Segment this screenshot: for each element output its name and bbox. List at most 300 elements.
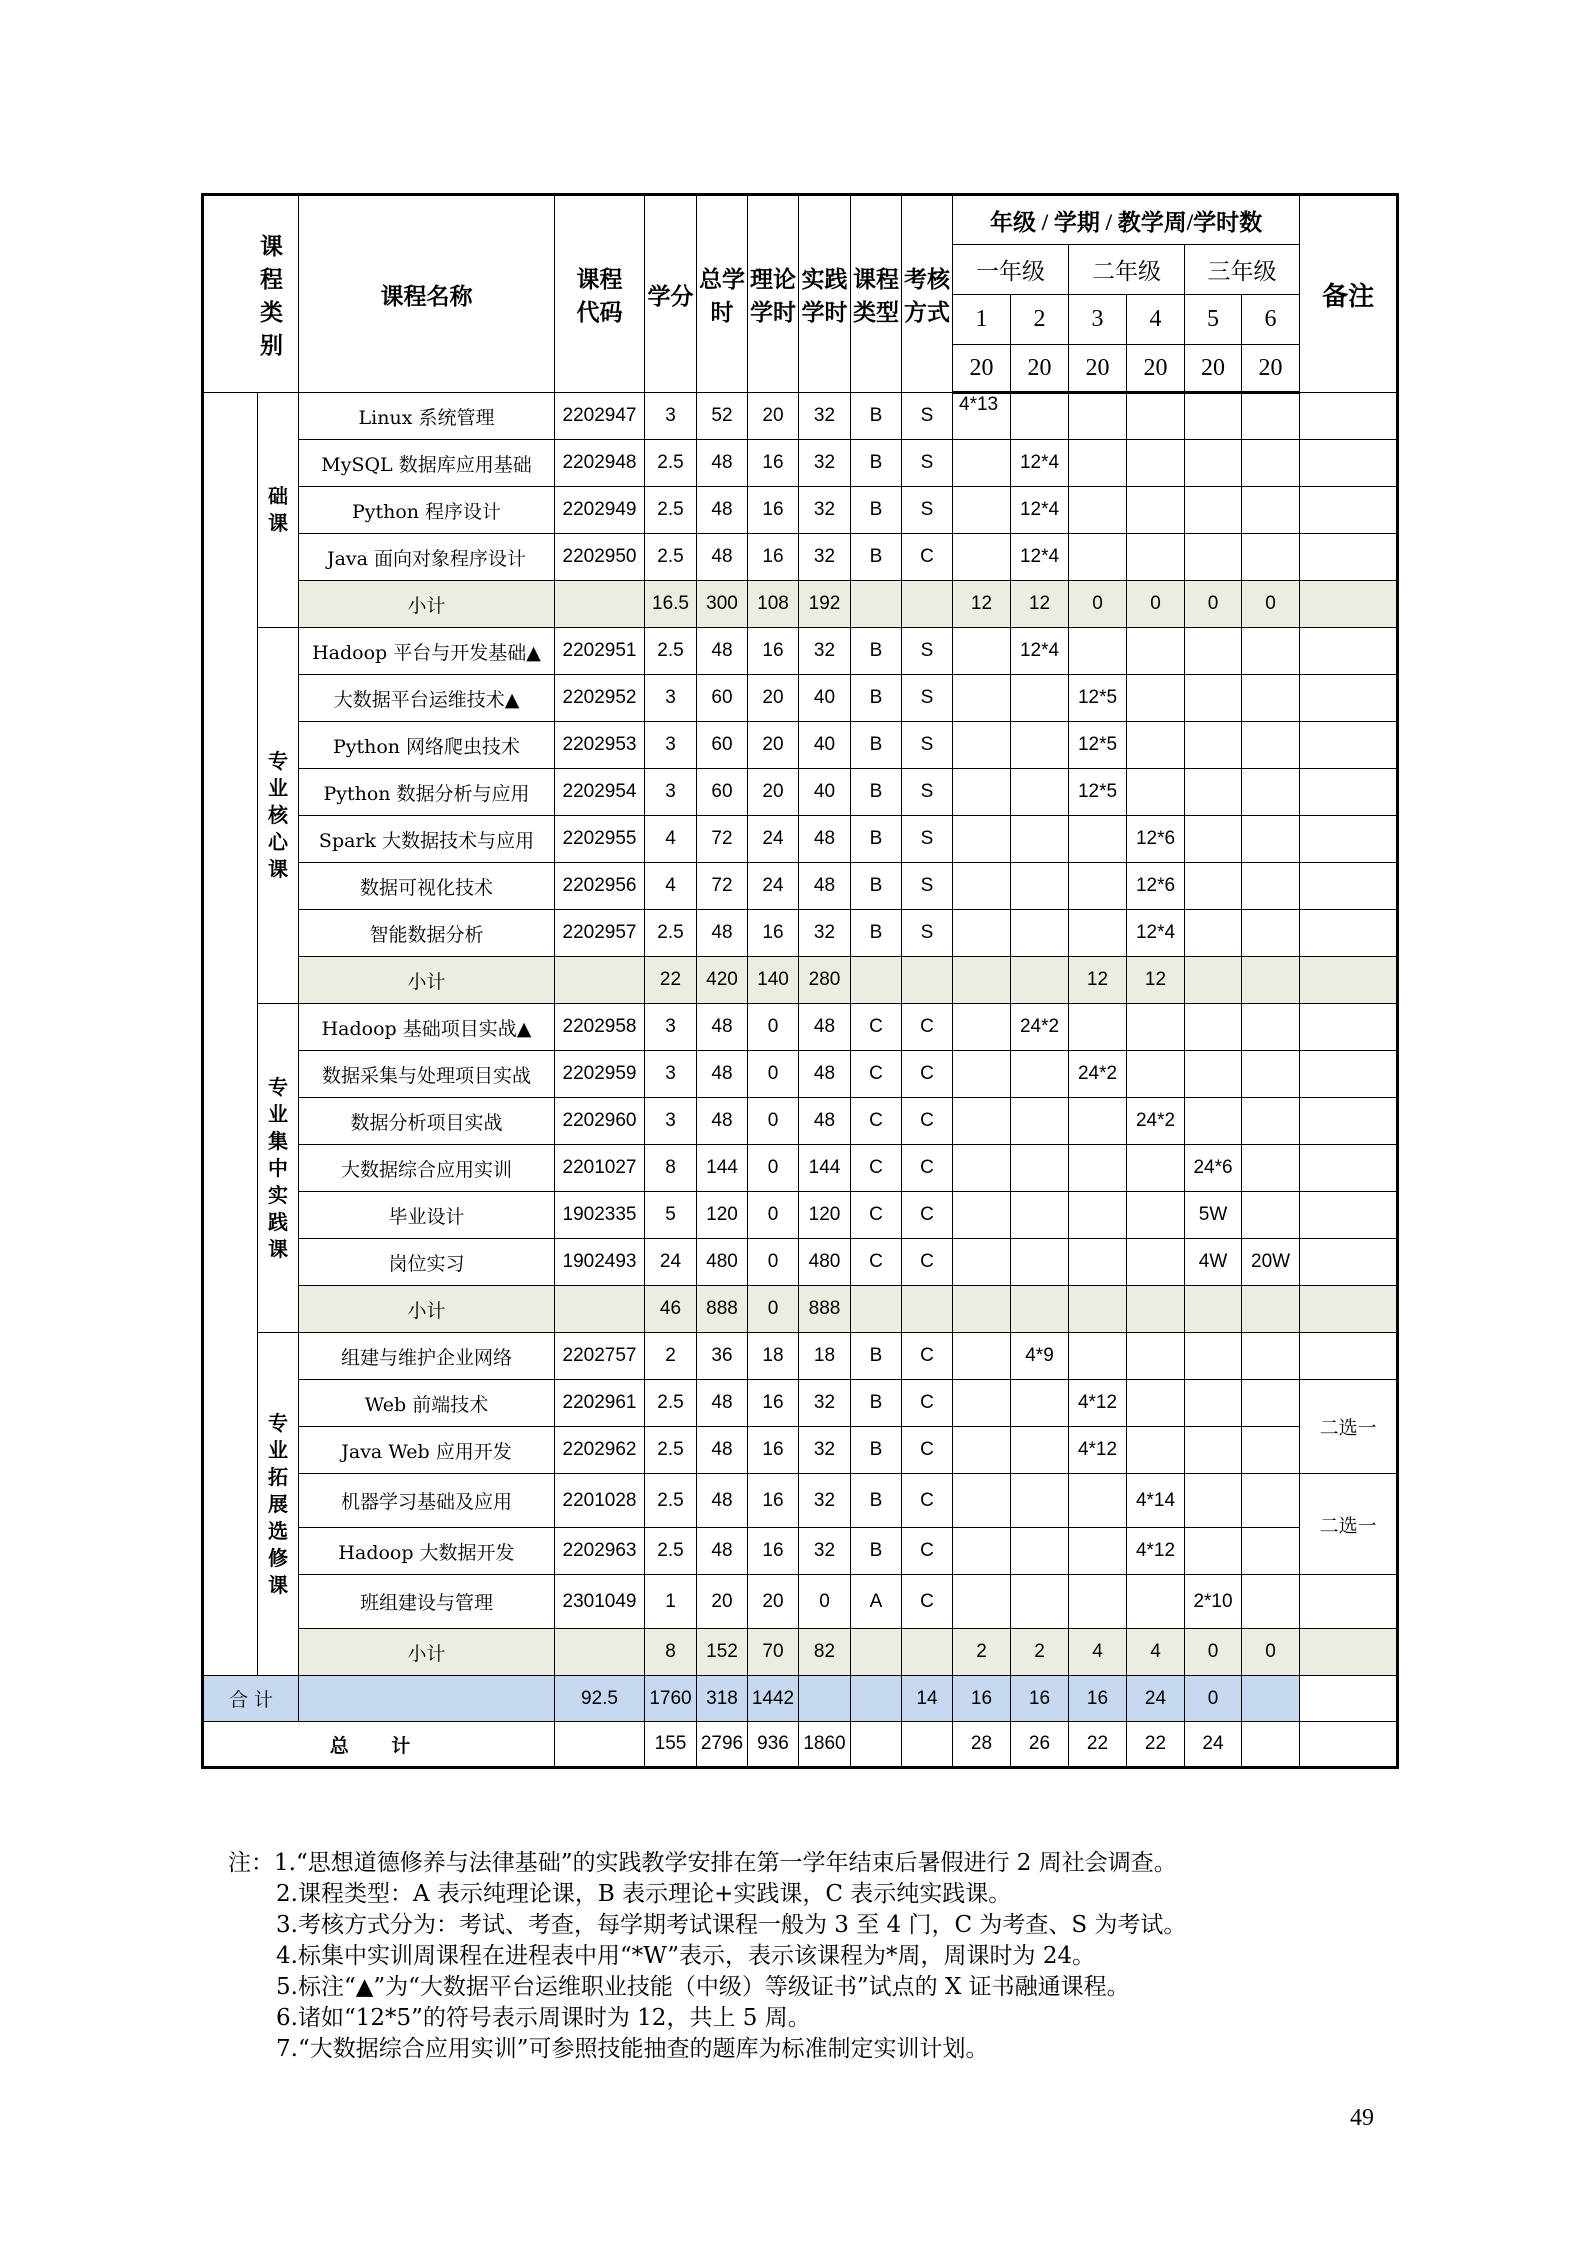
remark-cell xyxy=(1300,910,1398,957)
course-total: 48 xyxy=(697,487,748,534)
total-schedule: 16 xyxy=(1011,1676,1069,1722)
schedule-cell xyxy=(1127,1192,1185,1239)
remark-cell xyxy=(1300,534,1398,581)
schedule-cell xyxy=(1185,1333,1242,1380)
footnote-line: 7.“大数据综合应用实训”可参照技能抽查的题库为标准制定实训计划。 xyxy=(276,2036,989,2062)
schedule-cell xyxy=(1011,910,1069,957)
schedule-cell xyxy=(1185,628,1242,675)
course-name: 毕业设计 xyxy=(299,1192,555,1239)
schedule-cell xyxy=(1242,534,1300,581)
schedule-cell xyxy=(953,1474,1011,1528)
course-practice: 18 xyxy=(799,1333,851,1380)
remark-cell xyxy=(1300,722,1398,769)
course-exam: S xyxy=(902,628,953,675)
schedule-cell xyxy=(1011,1474,1069,1528)
subtotal-schedule: 0 xyxy=(1242,581,1300,628)
course-credit: 4 xyxy=(645,863,697,910)
course-theory: 24 xyxy=(748,863,799,910)
schedule-cell xyxy=(953,1333,1011,1380)
subtotal-schedule: 12 xyxy=(1127,957,1185,1004)
subtotal-theory: 108 xyxy=(748,581,799,628)
header-theory-hours: 理论学时 xyxy=(748,195,799,393)
course-exam: S xyxy=(902,487,953,534)
footnote-line: 5.标注“▲”为“大数据平台运维职业技能（中级）等级证书”试点的 X 证书融通课程。 xyxy=(276,1974,1130,2000)
schedule-cell: 4*13 xyxy=(953,393,1011,440)
subtotal-type xyxy=(851,581,902,628)
subtotal-exam xyxy=(902,581,953,628)
schedule-cell xyxy=(1185,722,1242,769)
schedule-cell xyxy=(1127,534,1185,581)
subtotal-credit: 22 xyxy=(645,957,697,1004)
course-credit: 3 xyxy=(645,722,697,769)
schedule-cell xyxy=(1242,1333,1300,1380)
schedule-cell xyxy=(1069,1528,1127,1575)
course-practice: 48 xyxy=(799,1004,851,1051)
remark-cell xyxy=(1300,487,1398,534)
course-code: 2301049 xyxy=(555,1575,645,1629)
course-total: 48 xyxy=(697,1474,748,1528)
subtotal-exam xyxy=(902,1629,953,1676)
subtotal-schedule: 12 xyxy=(1011,581,1069,628)
course-credit: 1 xyxy=(645,1575,697,1629)
schedule-cell: 4*9 xyxy=(1011,1333,1069,1380)
subtotal-schedule: 0 xyxy=(1069,581,1127,628)
footnote-line: 4.标集中实训周课程在进程表中用“*W”表示，表示该课程为*周，周课时为 24。 xyxy=(276,1943,1096,1969)
course-total: 60 xyxy=(697,675,748,722)
schedule-cell xyxy=(1242,1098,1300,1145)
course-name: Python 网络爬虫技术 xyxy=(299,722,555,769)
total-practice: 1442 xyxy=(748,1676,799,1722)
schedule-cell: 24*2 xyxy=(1127,1098,1185,1145)
course-name: 机器学习基础及应用 xyxy=(299,1474,555,1528)
course-exam: C xyxy=(902,1528,953,1575)
course-type: B xyxy=(851,863,902,910)
course-exam: S xyxy=(902,675,953,722)
schedule-cell xyxy=(1185,1427,1242,1474)
header-year-1: 一年级 xyxy=(953,245,1069,295)
course-code: 2201028 xyxy=(555,1474,645,1528)
course-practice: 32 xyxy=(799,1474,851,1528)
schedule-cell xyxy=(1069,534,1127,581)
course-total: 144 xyxy=(697,1145,748,1192)
header-year-2: 二年级 xyxy=(1069,245,1185,295)
category-label-text: 础课 xyxy=(268,484,288,535)
course-type: B xyxy=(851,440,902,487)
header-term: 1 xyxy=(953,295,1011,345)
course-credit: 3 xyxy=(645,393,697,440)
course-exam: C xyxy=(902,1239,953,1286)
course-total: 72 xyxy=(697,863,748,910)
course-total: 60 xyxy=(697,769,748,816)
schedule-cell xyxy=(1127,1427,1185,1474)
schedule-cell xyxy=(1011,1051,1069,1098)
course-exam: S xyxy=(902,440,953,487)
schedule-cell xyxy=(1127,487,1185,534)
schedule-cell: 24*2 xyxy=(1069,1051,1127,1098)
total-remark xyxy=(1242,1676,1300,1722)
category-label xyxy=(258,628,299,1004)
grand-total-credit: 155 xyxy=(645,1722,697,1768)
schedule-cell: 4*12 xyxy=(1127,1528,1185,1575)
course-practice: 120 xyxy=(799,1192,851,1239)
schedule-cell xyxy=(953,628,1011,675)
schedule-cell xyxy=(1011,863,1069,910)
subtotal-remark xyxy=(1300,581,1398,628)
table-row xyxy=(203,1192,1398,1239)
course-total: 48 xyxy=(697,534,748,581)
course-practice: 32 xyxy=(799,534,851,581)
course-code: 2202961 xyxy=(555,1380,645,1427)
schedule-cell xyxy=(1242,1380,1300,1427)
course-code: 2202955 xyxy=(555,816,645,863)
footnote-line: 2.课程类型：A 表示纯理论课，B 表示理论+实践课，C 表示纯实践课。 xyxy=(276,1881,1012,1907)
course-code: 2202954 xyxy=(555,769,645,816)
course-type: B xyxy=(851,722,902,769)
header-weeks: 20 xyxy=(953,345,1011,393)
subtotal-type xyxy=(851,1286,902,1333)
page-number: 49 xyxy=(1350,2105,1374,2131)
schedule-cell xyxy=(953,910,1011,957)
schedule-cell: 12*5 xyxy=(1069,722,1127,769)
course-code: 2202950 xyxy=(555,534,645,581)
course-theory: 16 xyxy=(748,1427,799,1474)
schedule-cell xyxy=(1242,816,1300,863)
course-practice: 144 xyxy=(799,1145,851,1192)
schedule-cell xyxy=(1185,393,1242,440)
total-schedule: 24 xyxy=(1127,1676,1185,1722)
course-total: 120 xyxy=(697,1192,748,1239)
total-total: 1760 xyxy=(645,1676,697,1722)
course-name: 智能数据分析 xyxy=(299,910,555,957)
subtotal-schedule: 4 xyxy=(1069,1629,1127,1676)
schedule-cell xyxy=(953,1239,1011,1286)
course-name: 数据采集与处理项目实战 xyxy=(299,1051,555,1098)
subtotal-row xyxy=(203,1629,1398,1676)
header-credit: 学分 xyxy=(645,195,697,393)
course-credit: 2.5 xyxy=(645,1528,697,1575)
course-total: 48 xyxy=(697,440,748,487)
schedule-cell xyxy=(953,534,1011,581)
schedule-cell xyxy=(1185,1004,1242,1051)
remark-cell xyxy=(1300,440,1398,487)
course-total: 20 xyxy=(697,1575,748,1629)
course-exam: C xyxy=(902,1575,953,1629)
course-credit: 3 xyxy=(645,769,697,816)
remark-cell xyxy=(1300,628,1398,675)
schedule-cell xyxy=(1011,1575,1069,1629)
subtotal-code xyxy=(555,581,645,628)
header-year-3: 三年级 xyxy=(1185,245,1300,295)
subtotal-schedule: 4 xyxy=(1127,1629,1185,1676)
footnote-line: 3.考核方式分为：考试、考查，每学期考试课程一般为 3 至 4 门，C 为考查、S 为考试。 xyxy=(276,1912,1187,1938)
course-theory: 16 xyxy=(748,628,799,675)
schedule-cell xyxy=(1242,628,1300,675)
course-code: 2202956 xyxy=(555,863,645,910)
course-exam: S xyxy=(902,910,953,957)
subtotal-remark xyxy=(1300,1286,1398,1333)
schedule-cell xyxy=(1069,487,1127,534)
subtotal-theory: 140 xyxy=(748,957,799,1004)
subtotal-total: 420 xyxy=(697,957,748,1004)
course-exam: S xyxy=(902,769,953,816)
course-name: 大数据综合应用实训 xyxy=(299,1145,555,1192)
total-schedule: 16 xyxy=(953,1676,1011,1722)
course-practice: 0 xyxy=(799,1575,851,1629)
course-practice: 32 xyxy=(799,1427,851,1474)
course-name: Web 前端技术 xyxy=(299,1380,555,1427)
schedule-cell: 12*4 xyxy=(1011,440,1069,487)
category-label-text: 专业拓展选修课 xyxy=(268,1410,288,1597)
remark-cell xyxy=(1300,393,1398,440)
schedule-cell xyxy=(1127,393,1185,440)
schedule-cell xyxy=(1185,863,1242,910)
total-schedule: 16 xyxy=(1069,1676,1127,1722)
course-credit: 5 xyxy=(645,1192,697,1239)
course-type: C xyxy=(851,1051,902,1098)
schedule-cell xyxy=(1127,722,1185,769)
schedule-cell xyxy=(1069,440,1127,487)
subtotal-schedule xyxy=(1185,957,1242,1004)
header-total-hours: 总学时 xyxy=(697,195,748,393)
header-weeks: 20 xyxy=(1185,345,1242,393)
course-code: 2202947 xyxy=(555,393,645,440)
course-name: 岗位实习 xyxy=(299,1239,555,1286)
course-code: 1902493 xyxy=(555,1239,645,1286)
course-theory: 16 xyxy=(748,910,799,957)
schedule-cell xyxy=(953,863,1011,910)
course-theory: 20 xyxy=(748,675,799,722)
course-type: B xyxy=(851,1333,902,1380)
schedule-cell xyxy=(953,675,1011,722)
course-theory: 0 xyxy=(748,1239,799,1286)
course-exam: C xyxy=(902,1145,953,1192)
course-name: 数据分析项目实战 xyxy=(299,1098,555,1145)
course-code: 2202952 xyxy=(555,675,645,722)
course-practice: 48 xyxy=(799,816,851,863)
course-practice: 48 xyxy=(799,1098,851,1145)
schedule-cell xyxy=(1185,1380,1242,1427)
schedule-cell xyxy=(953,1145,1011,1192)
course-name: MySQL 数据库应用基础 xyxy=(299,440,555,487)
schedule-cell xyxy=(1185,910,1242,957)
subtotal-theory: 70 xyxy=(748,1629,799,1676)
remark-cell: 二选一 xyxy=(1300,1474,1398,1575)
course-name: 组建与维护企业网络 xyxy=(299,1333,555,1380)
schedule-cell xyxy=(1127,675,1185,722)
total-exam xyxy=(851,1676,902,1722)
schedule-cell xyxy=(1185,1098,1242,1145)
course-practice: 32 xyxy=(799,910,851,957)
schedule-cell xyxy=(1069,1145,1127,1192)
schedule-cell xyxy=(1011,1239,1069,1286)
course-code: 2202957 xyxy=(555,910,645,957)
course-type: B xyxy=(851,1427,902,1474)
grand-total-schedule: 26 xyxy=(1011,1722,1069,1768)
schedule-cell xyxy=(953,1528,1011,1575)
course-name: Python 程序设计 xyxy=(299,487,555,534)
course-exam: C xyxy=(902,1098,953,1145)
course-practice: 32 xyxy=(799,393,851,440)
schedule-cell xyxy=(1242,769,1300,816)
schedule-cell xyxy=(1185,1528,1242,1575)
subtotal-credit: 16.5 xyxy=(645,581,697,628)
course-practice: 32 xyxy=(799,1380,851,1427)
schedule-cell: 12*4 xyxy=(1127,910,1185,957)
schedule-cell xyxy=(1069,1575,1127,1629)
table-row xyxy=(203,1575,1398,1629)
grand-total-schedule: 22 xyxy=(1127,1722,1185,1768)
course-code: 2202953 xyxy=(555,722,645,769)
header-remark: 备注 xyxy=(1300,195,1398,393)
schedule-cell xyxy=(953,1098,1011,1145)
schedule-cell xyxy=(1069,910,1127,957)
subtotal-schedule xyxy=(953,957,1011,1004)
course-practice: 480 xyxy=(799,1239,851,1286)
course-credit: 8 xyxy=(645,1145,697,1192)
schedule-cell: 12*6 xyxy=(1127,816,1185,863)
course-exam: S xyxy=(902,863,953,910)
total-schedule: 0 xyxy=(1185,1676,1242,1722)
subtotal-row xyxy=(203,957,1398,1004)
schedule-cell xyxy=(953,440,1011,487)
course-type: B xyxy=(851,1380,902,1427)
category-label xyxy=(258,393,299,628)
schedule-cell xyxy=(1127,1575,1185,1629)
course-theory: 16 xyxy=(748,1528,799,1575)
schedule-cell: 12*4 xyxy=(1011,628,1069,675)
course-exam: C xyxy=(902,1427,953,1474)
schedule-cell xyxy=(1242,1004,1300,1051)
subtotal-schedule xyxy=(1069,1286,1127,1333)
course-practice: 32 xyxy=(799,1528,851,1575)
subtotal-schedule xyxy=(1242,957,1300,1004)
course-name: 数据可视化技术 xyxy=(299,863,555,910)
course-name: Hadoop 大数据开发 xyxy=(299,1528,555,1575)
course-credit: 2.5 xyxy=(645,628,697,675)
schedule-cell xyxy=(1127,1333,1185,1380)
course-credit: 3 xyxy=(645,1004,697,1051)
course-total: 48 xyxy=(697,910,748,957)
course-code: 2202757 xyxy=(555,1333,645,1380)
subtotal-schedule xyxy=(1127,1286,1185,1333)
table-row xyxy=(203,1239,1398,1286)
schedule-cell xyxy=(1242,440,1300,487)
subtotal-theory: 0 xyxy=(748,1286,799,1333)
course-theory: 16 xyxy=(748,440,799,487)
schedule-cell xyxy=(1185,534,1242,581)
schedule-cell xyxy=(1069,863,1127,910)
header-grade-group: 年级 / 学期 / 教学周/学时数 xyxy=(953,195,1300,245)
schedule-cell xyxy=(953,816,1011,863)
course-name: 大数据平台运维技术▲ xyxy=(299,675,555,722)
course-practice: 32 xyxy=(799,440,851,487)
schedule-cell xyxy=(1011,1145,1069,1192)
course-total: 48 xyxy=(697,1528,748,1575)
course-exam: C xyxy=(902,1192,953,1239)
remark-cell xyxy=(1300,1145,1398,1192)
course-type: B xyxy=(851,816,902,863)
schedule-cell xyxy=(1127,1051,1185,1098)
course-code: 2202963 xyxy=(555,1528,645,1575)
table-row xyxy=(203,1474,1398,1528)
course-practice: 40 xyxy=(799,769,851,816)
table-row xyxy=(203,722,1398,769)
subtotal-code xyxy=(555,1629,645,1676)
subtotal-schedule: 0 xyxy=(1242,1629,1300,1676)
course-total: 48 xyxy=(697,1380,748,1427)
course-type: B xyxy=(851,393,902,440)
category-label-text: 专业集中实践课 xyxy=(268,1074,288,1261)
schedule-cell xyxy=(1011,1528,1069,1575)
course-name: Linux 系统管理 xyxy=(299,393,555,440)
subtotal-schedule: 2 xyxy=(953,1629,1011,1676)
schedule-cell xyxy=(1242,1145,1300,1192)
table-body xyxy=(203,393,1398,1768)
table-row xyxy=(203,1333,1398,1380)
course-type: C xyxy=(851,1239,902,1286)
footnote-line: 注：1.“思想道德修养与法律基础”的实践教学安排在第一学年结束后暑假进行 2 周社会调查。 xyxy=(228,1850,1177,1876)
schedule-cell: 2*10 xyxy=(1185,1575,1242,1629)
schedule-cell xyxy=(1069,1474,1127,1528)
course-theory: 18 xyxy=(748,1333,799,1380)
course-type: B xyxy=(851,769,902,816)
table-row xyxy=(203,675,1398,722)
schedule-cell xyxy=(1185,487,1242,534)
schedule-cell xyxy=(1127,628,1185,675)
subtotal-label: 小计 xyxy=(299,1286,555,1333)
course-code: 2202960 xyxy=(555,1098,645,1145)
grand-total-total: 2796 xyxy=(697,1722,748,1768)
course-practice: 40 xyxy=(799,675,851,722)
header-term: 4 xyxy=(1127,295,1185,345)
schedule-cell: 4*12 xyxy=(1069,1380,1127,1427)
schedule-cell xyxy=(1069,393,1127,440)
course-theory: 20 xyxy=(748,1575,799,1629)
schedule-cell xyxy=(953,722,1011,769)
total-type xyxy=(799,1676,851,1722)
course-practice: 48 xyxy=(799,1051,851,1098)
schedule-cell xyxy=(1242,487,1300,534)
schedule-cell xyxy=(953,1004,1011,1051)
schedule-cell: 12*5 xyxy=(1069,675,1127,722)
course-practice: 48 xyxy=(799,863,851,910)
schedule-cell xyxy=(953,1192,1011,1239)
grand-total-code xyxy=(555,1722,645,1768)
schedule-cell xyxy=(1242,863,1300,910)
subtotal-schedule: 0 xyxy=(1127,581,1185,628)
course-total: 60 xyxy=(697,722,748,769)
remark-cell xyxy=(1300,1098,1398,1145)
course-theory: 16 xyxy=(748,534,799,581)
header-code: 课程代码 xyxy=(555,195,645,393)
schedule-cell xyxy=(1242,1427,1300,1474)
course-type: B xyxy=(851,1474,902,1528)
subtotal-code xyxy=(555,1286,645,1333)
course-total: 480 xyxy=(697,1239,748,1286)
schedule-cell xyxy=(1127,1380,1185,1427)
schedule-cell xyxy=(1127,1004,1185,1051)
course-practice: 32 xyxy=(799,487,851,534)
remark-cell xyxy=(1300,1004,1398,1051)
subtotal-practice: 280 xyxy=(799,957,851,1004)
remark-cell xyxy=(1300,1239,1398,1286)
subtotal-schedule xyxy=(953,1286,1011,1333)
schedule-cell xyxy=(1069,1333,1127,1380)
course-code: 2202948 xyxy=(555,440,645,487)
subtotal-label: 小计 xyxy=(299,581,555,628)
course-credit: 2.5 xyxy=(645,910,697,957)
table-row xyxy=(203,816,1398,863)
